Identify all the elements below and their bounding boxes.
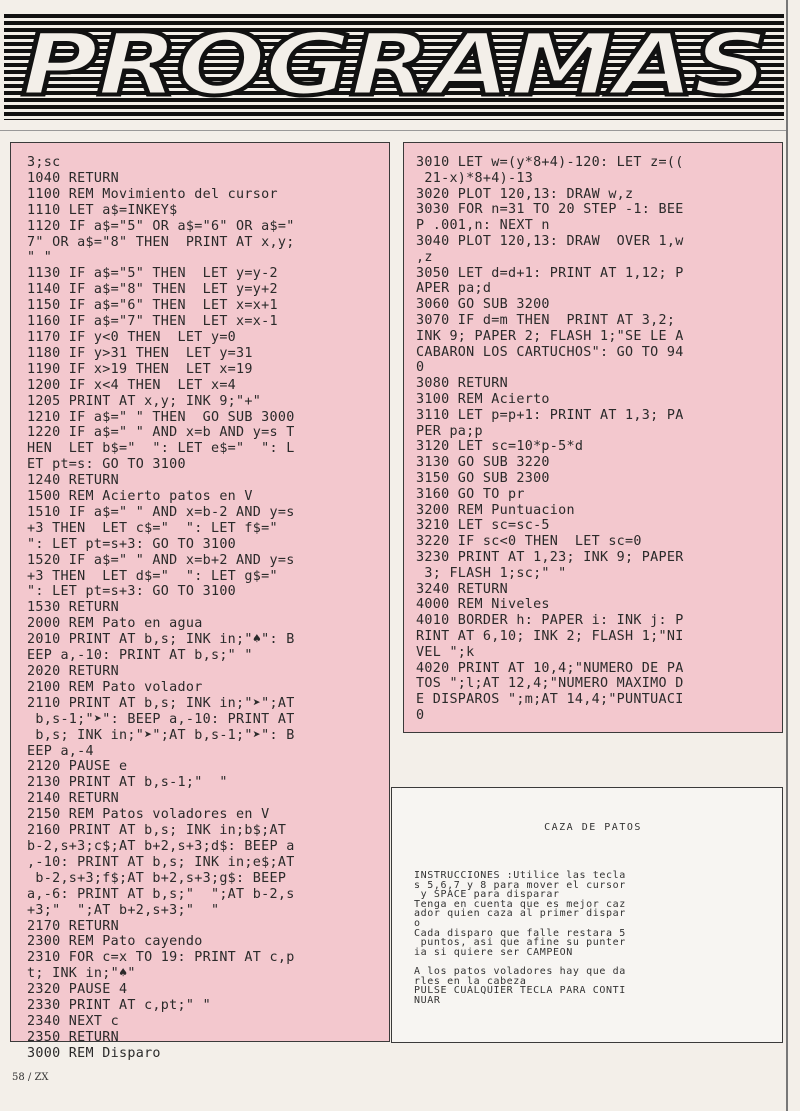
listing-panel-right [403,142,783,733]
page-number: 58 / ZX [12,1072,49,1083]
page-title: PROGRAMAS [21,14,767,116]
screen-output [391,787,783,1043]
screen-title: CAZA DE PATOS [544,822,642,833]
listing-panel-left [10,142,390,1061]
code-listing-right: 3010 LET w=(y*8+4)-120: LET z=(( 21-x)*8+4)-13 3020 PLOT 120,13: DRAW w,z 3030 FOR n=31 TO 20 STEP -1: BEE P .001,n: NEXT n 3040 PLOT 120,13: DRAW OVER 1,w ,z 3050 LET d=d+1: PRINT AT 1,12; P APER pa;d 3060 GO SUB 3200 3070 IF d=m THEN PRINT AT 3,2; INK 9; PAPER 2; FLASH 1;"SE LE A CABARON LOS CARTUCHOS": GO TO 94 0 3080 RETURN 3100 REM Acierto 3110 LET p=p+1: PRINT AT 1,3; PA PER pa;p 3120 LET sc=10*p-5*d 3130 GO SUB 3220 3150 GO SUB 2300 3160 GO TO pr 3200 REM Puntuacion 3210 LET sc=sc-5 3220 IF sc<0 THEN LET sc=0 3230 PRINT AT 1,23; INK 9; PAPER 3; FLASH 1;sc;" " 3240 RETURN 4000 REM Niveles 4010 BORDER h: PAPER i: INK j: P RINT AT 6,10; INK 2; FLASH 1;"NI VEL ";k 4020 PRINT AT 10,4;"NUMERO DE PA TOS ";l;AT 12,4;"NUMERO MAXIMO D E DISPAROS ";m;AT 14,4;"PUNTUACI 0 [416,155,684,723]
header-rule [0,130,786,131]
page-edge-line [786,0,788,1111]
screen-instructions: INSTRUCCIONES :Utilice las tecla s 5,6,7 y 8 para mover el cursor y SPACE para disparar Tenga en cuenta que es mejor caz ador quien caza al primer dispar o Cada disparo que falle restara 5 puntos, asi que afine su punter ia si quiere ser CAMPEON A los patos voladores hay que da rles en la cabeza PULSE CUALQUIER TECLA PARA CONTI NUAR [414,870,626,1006]
code-listing-left: 3;sc 1040 RETURN 1100 REM Movimiento del cursor 1110 LET a$=INKEY$ 1120 IF a$="5" OR a$="6" OR a$=" 7" OR a$="8" THEN PRINT AT x,y; " " 1130 IF a$="5" THEN LET y=y-2 1140 IF a$="8" THEN LET y=y+2 1150 IF a$="6" THEN LET x=x+1 1160 IF a$="7" THEN LET x=x-1 1170 IF y<0 THEN LET y=0 1180 IF y>31 THEN LET y=31 1190 IF x>19 THEN LET x=19 1200 IF x<4 THEN LET x=4 1205 PRINT AT x,y; INK 9;"+" 1210 IF a$=" " THEN GO SUB 3000 1220 IF a$=" " AND x=b AND y=s T HEN LET b$=" ": LET e$=" ": L ET pt=s: GO TO 3100 1240 RETURN 1500 REM Acierto patos en V 1510 IF a$=" " AND x=b-2 AND y=s +3 THEN LET c$=" ": LET f$=" ": LET pt=s+3: GO TO 3100 1520 IF a$=" " AND x=b+2 AND y=s +3 THEN LET d$=" ": LET g$=" ": LET pt=s+3: GO TO 3100 1530 RETURN 2000 REM Pato en agua 2010 PRINT AT b,s; INK in;"♠": B EEP a,-10: PRINT AT b,s;" " 2020 RETURN 2100 REM Pato volador 2110 PRINT AT b,s; INK in;"➤";AT b,s-1;"➤": BEEP a,-10: PRINT AT b,s; INK in;"➤";AT b,s-1;"➤": B EEP a,-4 2120 PAUSE e 2130 PRINT AT b,s-1;" " 2140 RETURN 2150 REM Patos voladores en V 2160 PRINT AT b,s; INK in;b$;AT b-2,s+3;c$;AT b+2,s+3;d$: BEEP a ,-10: PRINT AT b,s; INK in;e$;AT b-2,s+3;f$;AT b+2,s+3;g$: BEEP a,-6: PRINT AT b,s;" ";AT b-2,s +3;" ";AT b+2,s+3;" " 2170 RETURN 2300 REM Pato cayendo 2310 FOR c=x TO 19: PRINT AT c,p t; INK in;"♠" 2320 PAUSE 4 2330 PRINT AT c,pt;" " 2340 NEXT c 2350 RETURN 3000 REM Disparo [27,155,295,1061]
header-banner [4,14,784,120]
